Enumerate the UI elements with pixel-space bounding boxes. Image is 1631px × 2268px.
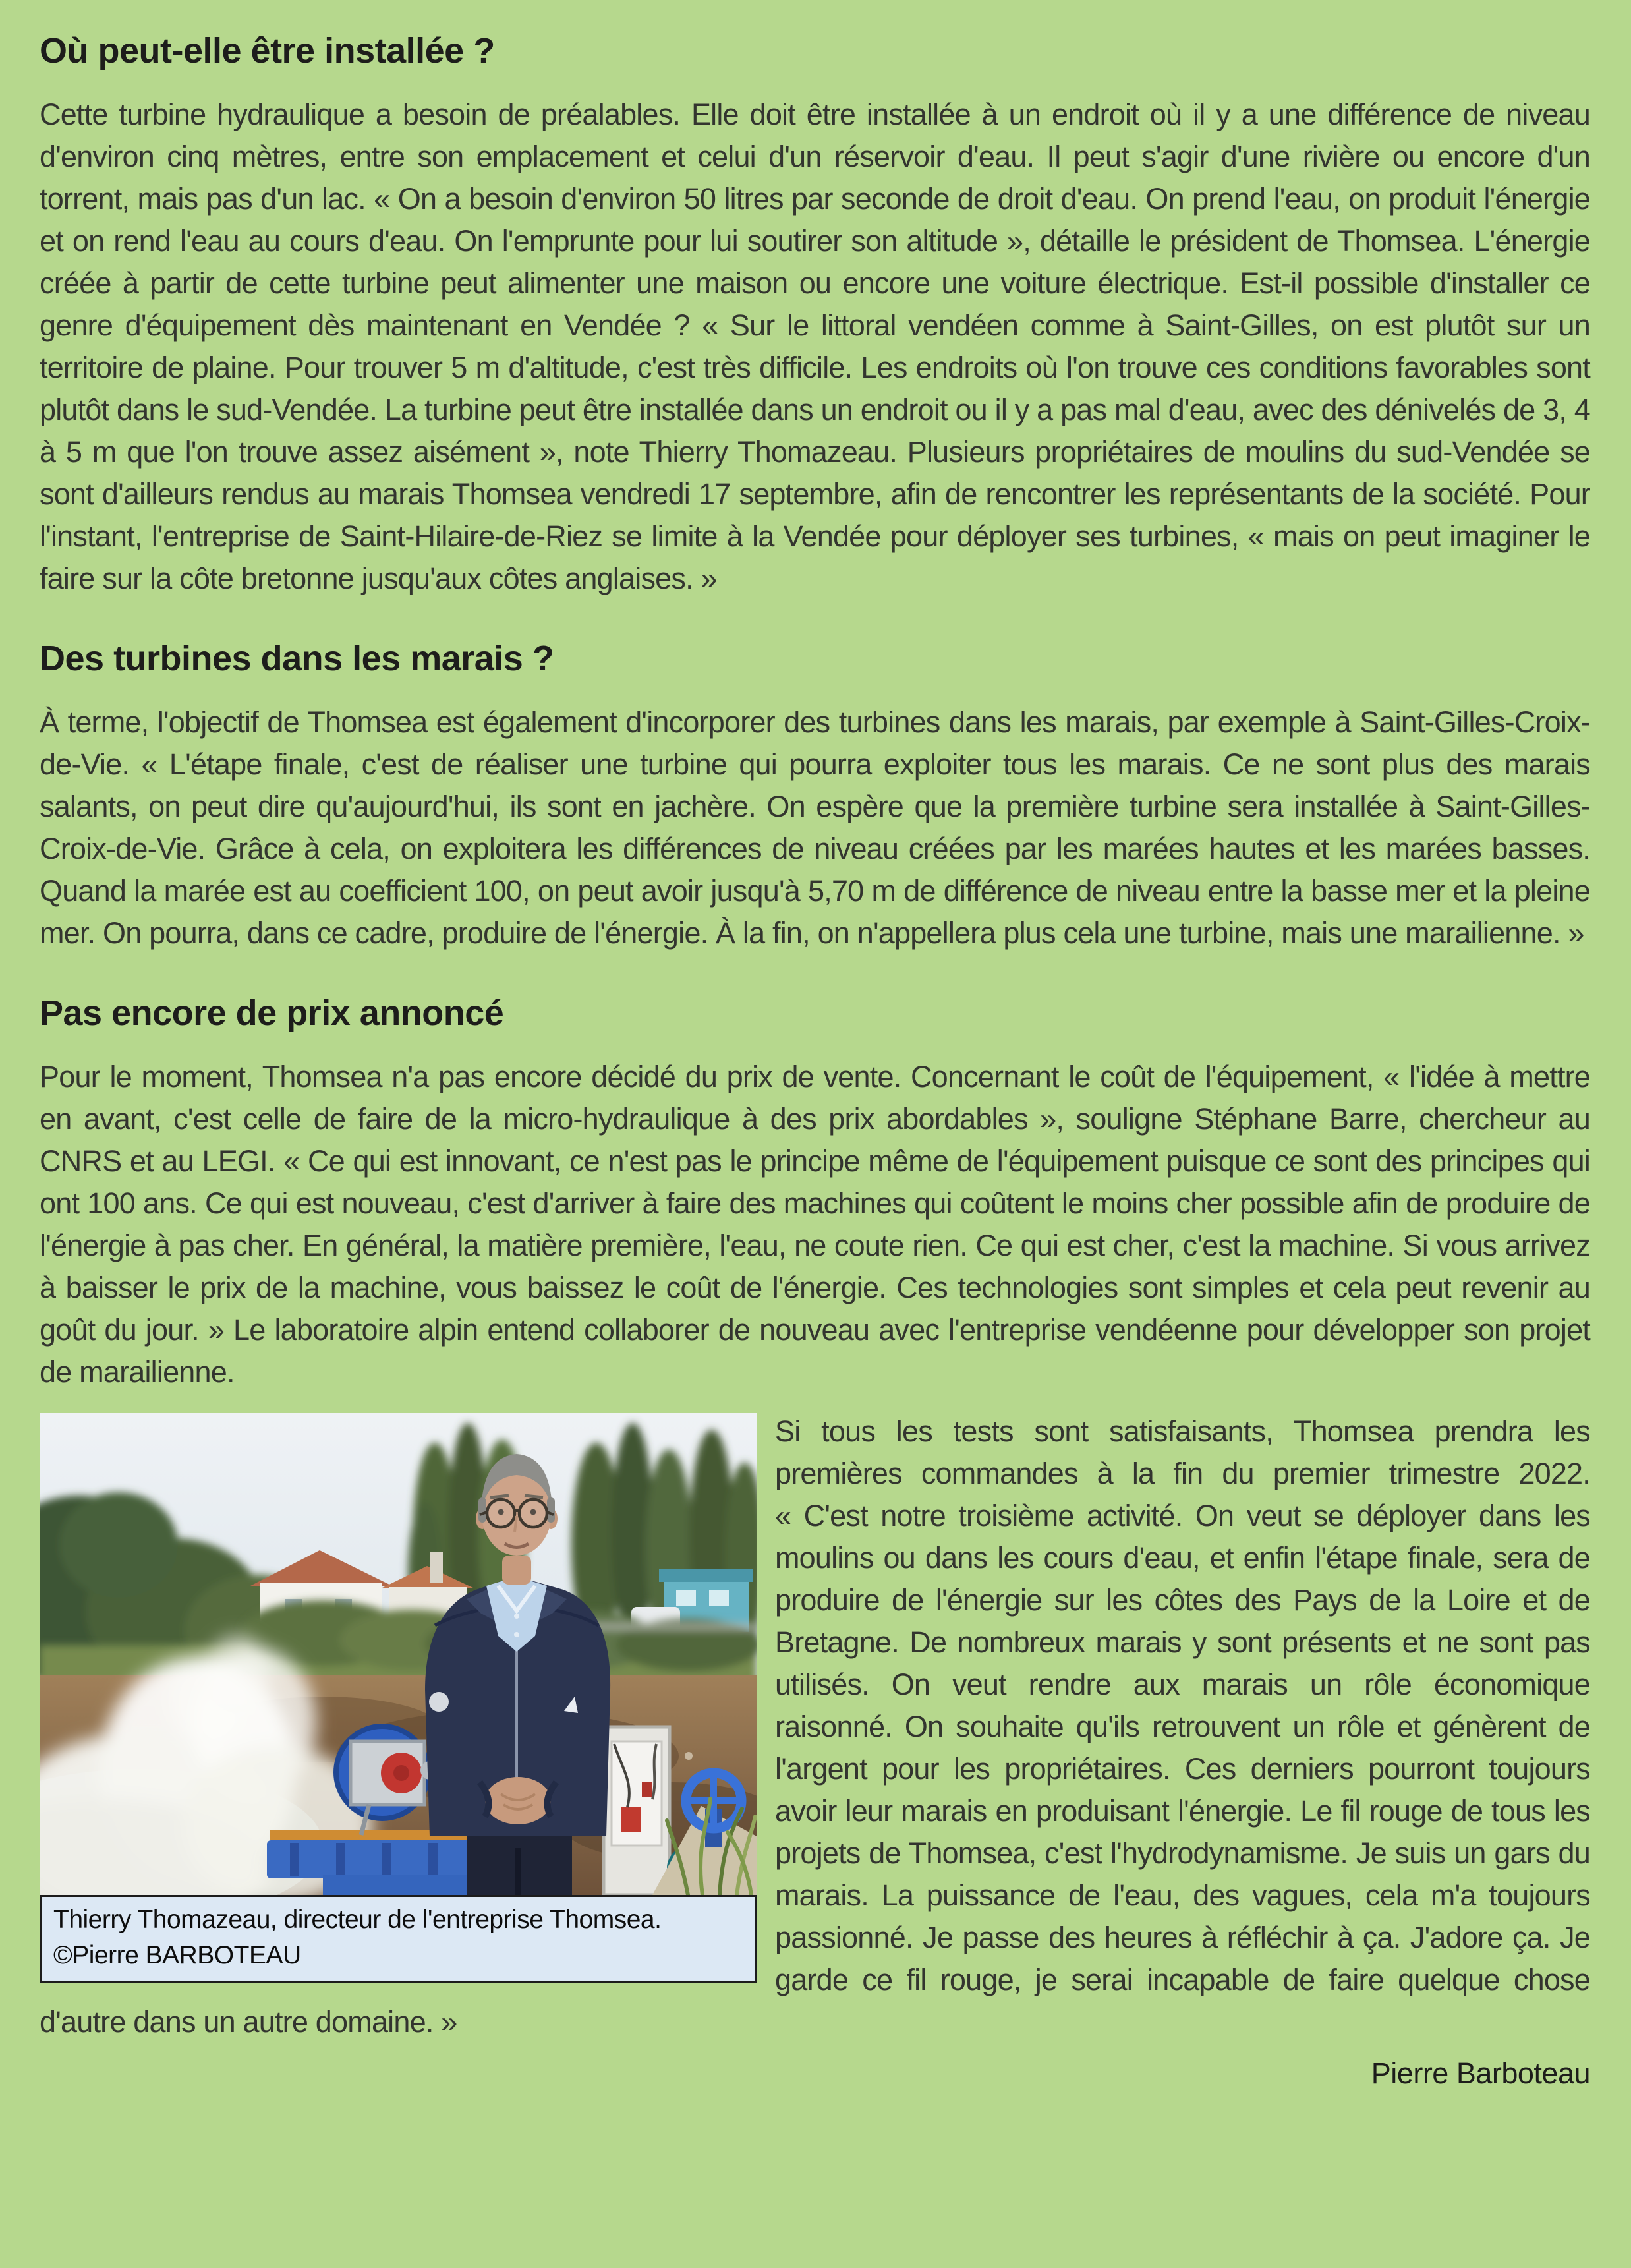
photo-caption — [40, 1895, 757, 1983]
marsh-photo-illustration — [40, 1413, 757, 1895]
heading-prix: Pas encore de prix annoncé — [40, 993, 504, 1033]
photo-figure — [40, 1413, 757, 1983]
caption-credit: ©Pierre BARBOTEAU — [53, 1941, 301, 1969]
paragraph-prix: Pour le moment, Thomsea n'a pas encore décidé du prix de vente. Concernant le coût de l'équipement, « l'idée à mettre en avant, c'est celle de faire de la micro-hydraulique à des prix abordables », souligne Stéphane Barre, chercheur au CNRS et au LEGI. « Ce qui est innovant, ce n'est pas le principe même de l'équipement puisque ce sont des principes qui ont 100 ans. Ce qui est nouveau, c'est d'arriver à faire des machines qui coûtent le moins cher possible afin de produire de l'énergie à pas cher. En général, la matière première, l'eau, ne coute rien. Ce qui est cher, c'est la machine. Si vous arrivez à baisser le prix de la machine, vous baissez le coût de l'énergie. Ces technologies sont simples et cela peut revenir au goût du jour. » Le laboratoire alpin entend collaborer de nouveau avec l'entreprise vendéenne pour développer son projet de marailienne. — [40, 1060, 1590, 1389]
sleeve-badge — [429, 1692, 449, 1712]
paragraph-installation: Cette turbine hydraulique a besoin de préalables. Elle doit être installée à un endroit où il y a une différence de niveau d'environ cinq mètres, entre son emplacement et celui d'un réservoir d'eau. Il peut s'agir d'une rivière ou encore d'un torrent, mais pas d'un lac. « On a besoin d'environ 50 litres par seconde de droit d'eau. On prend l'eau, on produit l'énergie et on rend l'eau au cours d'eau. On l'emprunte pour lui soutirer son altitude », détaille le président de Thomsea. L'énergie créée à partir de cette turbine peut alimenter une maison ou encore une voiture électrique. Est-il possible d'installer ce genre d'équipement dès maintenant en Vendée ? « Sur le littoral vendéen comme à Saint-Gilles, on est plutôt sur un territoire de plaine. Pour trouver 5 m d'altitude, c'est très difficile. Les endroits où l'on trouve ces conditions favorables sont plutôt dans le sud-Vendée. La turbine peut être installée dans un endroit ou il y a pas mal d'eau, avec des dénivelés de 3, 4 à 5 m que l'on trouve assez aisément », note Thierry Thomazeau. Plusieurs propriétaires de moulins du sud-Vendée se sont d'ailleurs rendus au marais Thomsea vendredi 17 septembre, afin de rencontrer les représentants de la société. Pour l'instant, l'entreprise de Saint-Hilaire-de-Riez se limite à la Vendée pour déployer ses turbines, « mais on peut imaginer le faire sur la côte bretonne jusqu'aux côtes anglaises. » — [40, 98, 1590, 595]
caption-title: Thierry Thomazeau, directeur de l'entreprise Thomsea. — [53, 1905, 662, 1934]
author-byline: Pierre Barboteau — [1371, 2056, 1590, 2090]
paragraph-marais: À terme, l'objectif de Thomsea est également d'incorporer des turbines dans les marais, par exemple à Saint-Gilles-Croix-de-Vie. « L'étape finale, c'est de réaliser une turbine qui pourra exploiter tous les marais. Ce ne sont plus des marais salants, on peut dire qu'aujourd'hui, ils sont en jachère. On espère que la première turbine sera installée à Saint-Gilles-Croix-de-Vie. Grâce à cela, on exploitera les différences de niveau créées par les marées hautes et les marées basses. Quand la marée est au coefficient 100, on peut avoir jusqu'à 5,70 m de différence de niveau entre la basse mer et la pleine mer. On pourra, dans ce cadre, produire de l'énergie. À la fin, on n'appellera plus cela une turbine, mais une marailienne. » — [40, 705, 1590, 950]
photo-text-section — [40, 1410, 1590, 2043]
paragraph-tests: Si tous les tests sont satisfaisants, Thomsea prendra les premières commandes à la fin du premier trimestre 2022. « C'est notre troisième activité. On veut se déployer dans les moulins ou dans les cours d'eau, et enfin l'étape finale, sera de produire de l'énergie sur les côtes des Pays de la Loire et de Bretagne. De nombreux marais y sont présents et ne sont pas utilisés. On veut rendre aux marais un rôle économique raisonné. On souhaite qu'ils retrouvent un rôle et génèrent de l'argent pour les propriétaires. Ces derniers pourront toujours avoir leur marais en produisant l'énergie. Le fil rouge de tous les projets de Thomsea, c'est l'hydrodynamisme. Je suis un gars du marais. La puissance de l'eau, des vagues, cela m'a toujours passionné. Je passe des heures à réfléchir à ça. J'adore ça. Je garde ce fil rouge, je serai incapable de faire quelque chose d'autre dans un autre domaine. » — [40, 1414, 1590, 2039]
heading-marais: Des turbines dans les marais ? — [40, 639, 554, 678]
heading-installation: Où peut-elle être installée ? — [40, 31, 495, 71]
photo-thierry-thomazeau — [40, 1413, 757, 1895]
